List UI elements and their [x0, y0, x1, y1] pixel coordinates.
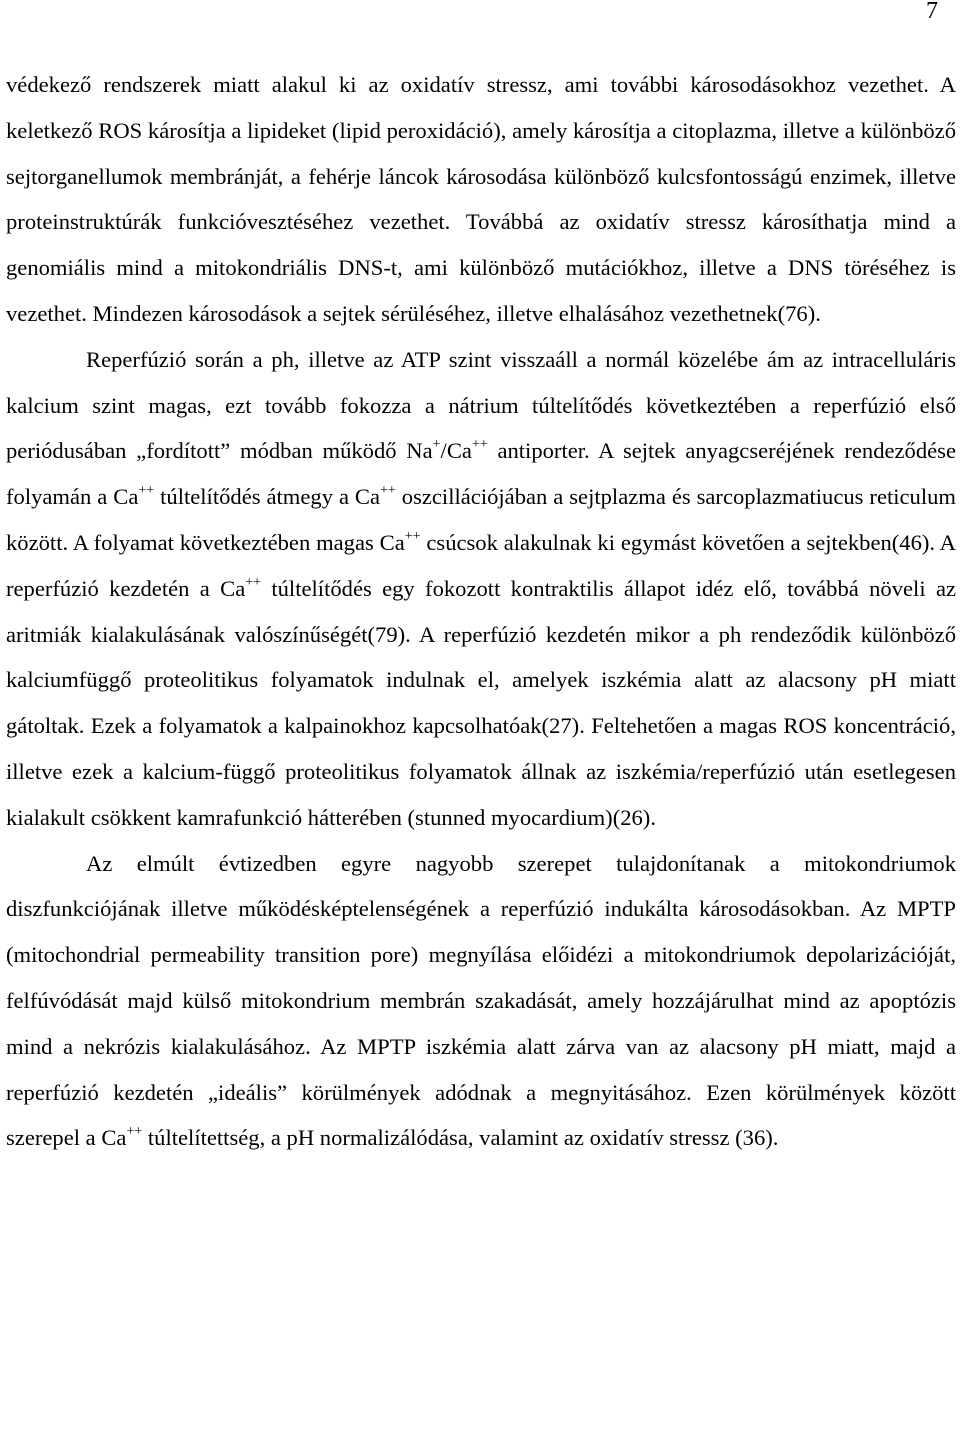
- paragraph: [6, 841, 956, 1162]
- paragraph-text: /Ca: [440, 438, 472, 464]
- paragraph: [6, 337, 956, 841]
- paragraph-text: túltelítődés átmegy a Ca: [154, 484, 381, 510]
- superscript: ++: [404, 528, 421, 544]
- paragraph-text: oszcillációjában a sejtplazma és sarcoplazmatiucus reticulum között. A folyamat következtében magas Ca: [6, 484, 957, 555]
- paragraph-text: antiporter. A sejtek anyagcseréjének rendeződése folyamán a Ca: [6, 438, 956, 510]
- superscript: ++: [138, 483, 155, 499]
- superscript: ++: [126, 1124, 143, 1140]
- superscript: ++: [245, 574, 262, 590]
- paragraph-text: túltelítettség, a pH normalizálódása, valamint az oxidatív stressz (36).: [142, 1125, 779, 1151]
- paragraph: [6, 62, 956, 337]
- paragraph-text: Az elmúlt évtizedben egyre nagyobb szerepet tulajdonítanak a mitokondriumok diszfunkciójának illetve működésképtelenségének a reperfúzió indukálta károsodásokban. Az MPTP (mitochondrial permeability transition pore) megnyílása előidézi a mitokondriumok depolarizációját, felfúvódását majd külső mitokondrium membrán szakadását, amely hozzájárulhat mind az apoptózis mind a nekrózis kialakulásához. Az MPTP iszkémia alatt zárva van az alacsony pH miatt, majd a reperfúzió kezdetén „ideális” körülmények adódnak a megnyitásához. Ezen körülmények között szerepel a Ca: [6, 850, 956, 1151]
- body-text: [6, 62, 956, 1161]
- superscript: +: [432, 437, 441, 453]
- superscript: ++: [380, 483, 396, 499]
- paragraph-text: védekező rendszerek miatt alakul ki az oxidatív stressz, ami további károsodásokhoz vezethet. A keletkező ROS károsítja a lipideket (lipid peroxidáció), amely károsítja a citoplazma, illetve a különböző sejtorganellumok membránját, a fehérje láncok károsodása különböző kulcsfontosságú enzimek, illetve proteinstruktúrák funkcióvesztéséhez vezethet. Továbbá az oxidatív stressz károsíthatja mind a genomiális mind a mitokondriális DNS-t, ami különböző mutációkhoz, illetve a DNS töréséhez is vezethet. Mindezen károsodások a sejtek sérüléséhez, illetve elhalásához vezethetnek(76).: [6, 72, 956, 326]
- paragraph-text: Reperfúzió során a ph, illetve az ATP szint visszaáll a normál közelébe ám az intracelluláris kalcium szint magas, ezt tovább fokozza a nátrium túltelítődés következtében a reperfúzió első periódusában „fordított” módban működő Na: [6, 346, 956, 464]
- page-number: 7: [926, 0, 938, 24]
- paragraph-text: túltelítődés egy fokozott kontraktilis állapot idéz elő, továbbá növeli az aritmiák kialakulásának valószínűségét(79). A reperfúzió kezdetén mikor a ph rendeződik különböző kalciumfüggő proteolitikus folyamatok indulnak el, amelyek iszkémia alatt az alacsony pH miatt gátoltak. Ezek a folyamatok a kalpainokhoz kapcsolhatóak(27). Feltehetően a magas ROS koncentráció, illetve ezek a kalcium-függő proteolitikus folyamatok állnak az iszkémia/reperfúzió után esetlegesen kialakult csökkent kamrafunkció hátterében (stunned myocardium)(26).: [6, 575, 956, 830]
- superscript: ++: [471, 437, 488, 453]
- paragraph-text: csúcsok alakulnak ki egymást követően a sejtekben(46). A reperfúzió kezdetén a Ca: [6, 529, 956, 601]
